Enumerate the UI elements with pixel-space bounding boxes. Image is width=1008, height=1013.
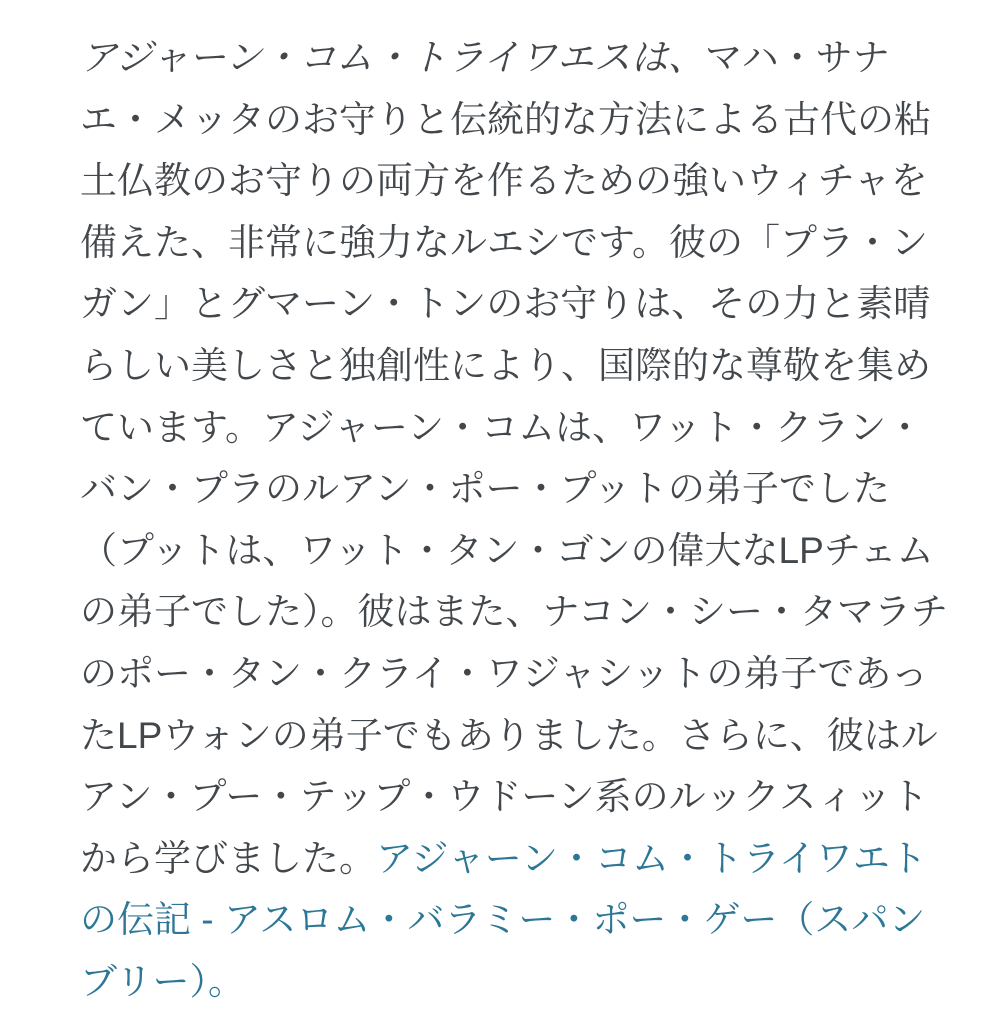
body-text: らしい美しさと独創性により、国際的な尊敬を集め bbox=[80, 344, 931, 386]
text-line bbox=[80, 27, 938, 89]
body-text: マハ・サナ bbox=[704, 37, 890, 78]
text-line bbox=[80, 212, 938, 274]
biography-link[interactable]: ブリー）。 bbox=[80, 960, 246, 1002]
text-line bbox=[80, 458, 938, 520]
text-line bbox=[80, 828, 938, 890]
text-line bbox=[80, 889, 938, 951]
biography-link[interactable]: の伝記 - アスロム・バラミー・ポー・ゲー（スパン bbox=[80, 899, 926, 941]
text-line bbox=[80, 766, 938, 828]
text-line bbox=[80, 581, 949, 643]
body-text: 土仏教のお守りの両方を作るための強いウィチャを bbox=[80, 160, 928, 202]
biography-link[interactable]: アジャーン・コム・トライワエト bbox=[376, 837, 927, 879]
body-text: アン・プー・テップ・ウドーン系のルックスィット bbox=[80, 776, 929, 818]
body-text: から学びました。 bbox=[80, 837, 376, 879]
text-line bbox=[80, 89, 938, 151]
subject-name-italic: アジャーン・コム・トライワエスは、 bbox=[80, 37, 705, 78]
text-line bbox=[80, 520, 938, 582]
body-text: ガン」とグマーン・トンのお守りは、その力と素晴 bbox=[80, 283, 931, 325]
text-line bbox=[80, 397, 938, 459]
text-line bbox=[80, 951, 938, 1013]
body-text: のポー・タン・クライ・ワジャシットの弟子であっ bbox=[80, 652, 929, 694]
text-line bbox=[80, 273, 938, 335]
body-text: の弟子でした）。彼はまた、ナコン・シー・タマラチ bbox=[80, 591, 949, 633]
text-line bbox=[80, 643, 938, 705]
body-text: エ・メッタのお守りと伝統的な方法による古代の粘 bbox=[80, 98, 931, 140]
text-line bbox=[80, 150, 938, 212]
body-text: たLPウォンの弟子でもありました。さらに、彼はル bbox=[80, 714, 938, 756]
text-line bbox=[80, 335, 938, 397]
paragraph bbox=[80, 27, 949, 1013]
text-line bbox=[80, 705, 938, 767]
body-text: ています。アジャーン・コムは、ワット・クラン・ bbox=[80, 406, 924, 448]
body-text: 備えた、非常に強力なルエシです。彼の「プラ・ン bbox=[80, 221, 929, 263]
body-text: バン・プラのルアン・ポー・プットの弟子でした bbox=[80, 468, 890, 510]
body-text: （プットは、ワット・タン・ゴンの偉大なLPチェム bbox=[80, 529, 934, 571]
